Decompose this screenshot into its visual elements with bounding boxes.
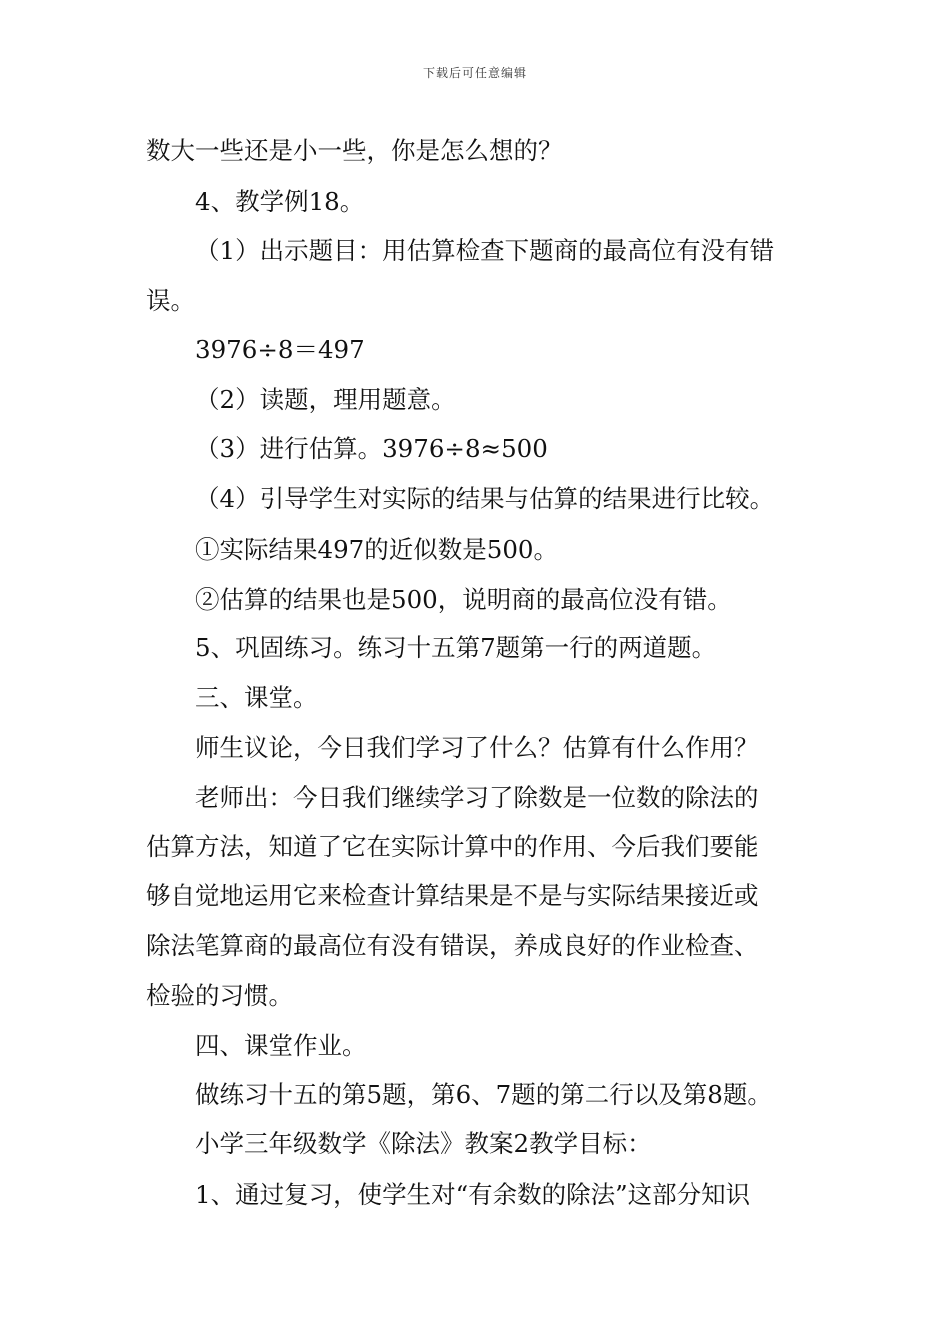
paragraph-line: 做练习十五的第5题，第6、7题的第二行以及第8题。: [195, 1080, 772, 1109]
paragraph-line: 1、通过复习，使学生对“有余数的除法”这部分知识: [195, 1180, 751, 1209]
paragraph-line: （4）引导学生对实际的结果与估算的结果进行比较。: [195, 484, 775, 513]
paragraph-line: 除法笔算商的最高位有没有错误，养成良好的作业检查、: [146, 931, 759, 960]
paragraph-line: 3976÷8＝497: [195, 335, 365, 364]
paragraph-line: 4、教学例18。: [195, 187, 365, 216]
paragraph-line: 数大一些还是小一些，你是怎么想的？: [146, 136, 563, 165]
paragraph-line: （2）读题，理用题意。: [195, 385, 456, 414]
paragraph-line: 5、巩固练习。练习十五第7题第一行的两道题。: [195, 633, 717, 662]
paragraph-line: 小学三年级数学《除法》教案2教学目标：: [195, 1129, 652, 1158]
paragraph-line: 三、课堂。: [195, 683, 318, 712]
paragraph-line: 检验的习惯。: [146, 981, 293, 1010]
paragraph-line: 估算方法，知道了它在实际计算中的作用、今后我们要能: [146, 832, 759, 861]
paragraph-line: （1）出示题目：用估算检查下题商的最高位有没有错: [195, 236, 775, 265]
paragraph-line: 四、课堂作业。: [195, 1031, 367, 1060]
paragraph-line: ①实际结果497的近似数是500。: [195, 535, 559, 564]
page-header: 下载后可任意编辑: [422, 66, 527, 80]
paragraph-line: 够自觉地运用它来检查计算结果是不是与实际结果接近或: [146, 881, 759, 910]
paragraph-line: （3）进行估算。3976÷8≈500: [195, 434, 548, 463]
paragraph-line: 师生议论，今日我们学习了什么？估算有什么作用？: [195, 733, 759, 762]
paragraph-line: 误。: [146, 286, 195, 315]
paragraph-line: ②估算的结果也是500，说明商的最高位没有错。: [195, 585, 732, 614]
paragraph-line: 老师出：今日我们继续学习了除数是一位数的除法的: [195, 783, 759, 812]
